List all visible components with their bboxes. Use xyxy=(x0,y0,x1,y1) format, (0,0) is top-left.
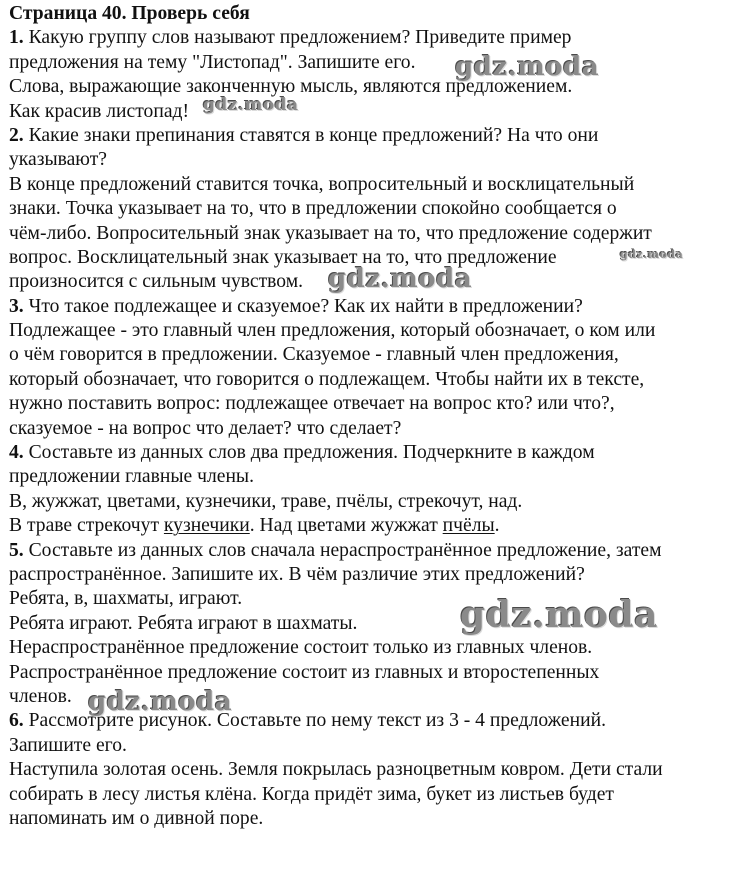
text-line xyxy=(9,539,737,563)
question-number: 1. xyxy=(9,27,24,49)
answer-line: нужно поставить вопрос: подлежащее отвечает на вопрос кто? или что?, xyxy=(9,393,615,415)
text-line xyxy=(9,295,737,319)
question-text: Рассмотрите рисунок. Составьте по нему текст из 3 - 4 предложений. xyxy=(23,710,606,732)
answer-line: Ребята играют. Ребята играют в шахматы. xyxy=(9,612,358,634)
given-words-line: Ребята, в, шахматы, играют. xyxy=(9,588,243,610)
answer-line: о чём говорится в предложении. Сказуемое - главный член предложения, xyxy=(9,344,619,366)
answer-line: Слова, выражающие законченную мысль, являются предложением. xyxy=(9,76,573,98)
answer-fragment: . Над цветами жужжат xyxy=(249,515,443,537)
watermark: gdz.moda xyxy=(455,52,600,82)
answer-line: произносится с сильным чувством. xyxy=(9,271,303,293)
question-number: 2. xyxy=(9,124,24,146)
question-number: 3. xyxy=(9,295,24,317)
page-title: Страница 40. Проверь себя xyxy=(9,3,250,24)
question-text: Составьте из данных слов два предложения. Подчеркните в каждом xyxy=(23,442,595,464)
text-line: указывают? xyxy=(9,149,107,171)
answer-line: который обозначает, что говорится о подлежащем. Чтобы найти их в тексте, xyxy=(9,368,645,390)
answer-line: чём-либо. Вопросительный знак указывает на то, что предложение содержит xyxy=(9,222,652,244)
watermark: gdz.moda xyxy=(203,95,299,115)
answer-line: напоминать им о дивной поре. xyxy=(9,807,264,829)
watermark: gdz.moda xyxy=(620,248,684,261)
question-text: Какую группу слов называют предложением? Приведите пример xyxy=(23,27,572,49)
answer-line xyxy=(9,514,737,538)
answer-line: членов. xyxy=(9,685,72,707)
answer-line: знаки. Точка указывает на то, что в предложении спокойно сообщается о xyxy=(9,198,617,220)
answer-line: Нераспространённое предложение состоит только из главных членов. xyxy=(9,637,593,659)
answer-line: Подлежащее - это главный член предложения, который обозначает, о ком или xyxy=(9,320,656,342)
text-line: предложении главные члены. xyxy=(9,466,254,488)
underlined-subject: кузнечики xyxy=(163,515,250,537)
watermark: gdz.moda xyxy=(88,687,233,717)
given-words-line: В, жужжат, цветами, кузнечики, траве, пчёлы, стрекочут, над. xyxy=(9,490,523,512)
answer-line: вопрос. Восклицательный знак указывает на то, что предложение xyxy=(9,246,557,268)
question-number: 5. xyxy=(9,539,24,561)
text-line: предложения на тему "Листопад". Запишите его. xyxy=(9,51,416,73)
answer-line: Распространённое предложение состоит из главных и второстепенных xyxy=(9,661,600,683)
answer-fragment: В траве стрекочут xyxy=(9,515,164,537)
text-line: Запишите его. xyxy=(9,734,127,756)
watermark: gdz.moda xyxy=(328,264,473,294)
question-text: Какие знаки препинания ставятся в конце предложений? На что они xyxy=(23,124,599,146)
answer-line: собирать в лесу листья клёна. Когда придёт зима, букет из листьев будет xyxy=(9,783,614,805)
answer-line: сказуемое - на вопрос что делает? что сделает? xyxy=(9,417,402,439)
text-line: распространённое. Запишите их. В чём различие этих предложений? xyxy=(9,563,585,585)
answer-line: Наступила золотая осень. Земля покрылась разноцветным ковром. Дети стали xyxy=(9,759,663,781)
question-number: 6. xyxy=(9,710,24,732)
underlined-subject: пчёлы xyxy=(442,515,495,537)
watermark: gdz.moda xyxy=(460,594,658,636)
question-text: Составьте из данных слов сначала нераспространённое предложение, затем xyxy=(23,539,662,561)
text-line xyxy=(9,441,737,465)
answer-fragment: . xyxy=(494,515,500,537)
text-line xyxy=(9,124,737,148)
answer-line: Как красив листопад! xyxy=(9,100,190,122)
question-number: 4. xyxy=(9,442,24,464)
answer-line: В конце предложений ставится точка, вопросительный и восклицательный xyxy=(9,173,635,195)
text-line xyxy=(9,26,737,50)
question-text: Что такое подлежащее и сказуемое? Как их найти в предложении? xyxy=(23,295,583,317)
